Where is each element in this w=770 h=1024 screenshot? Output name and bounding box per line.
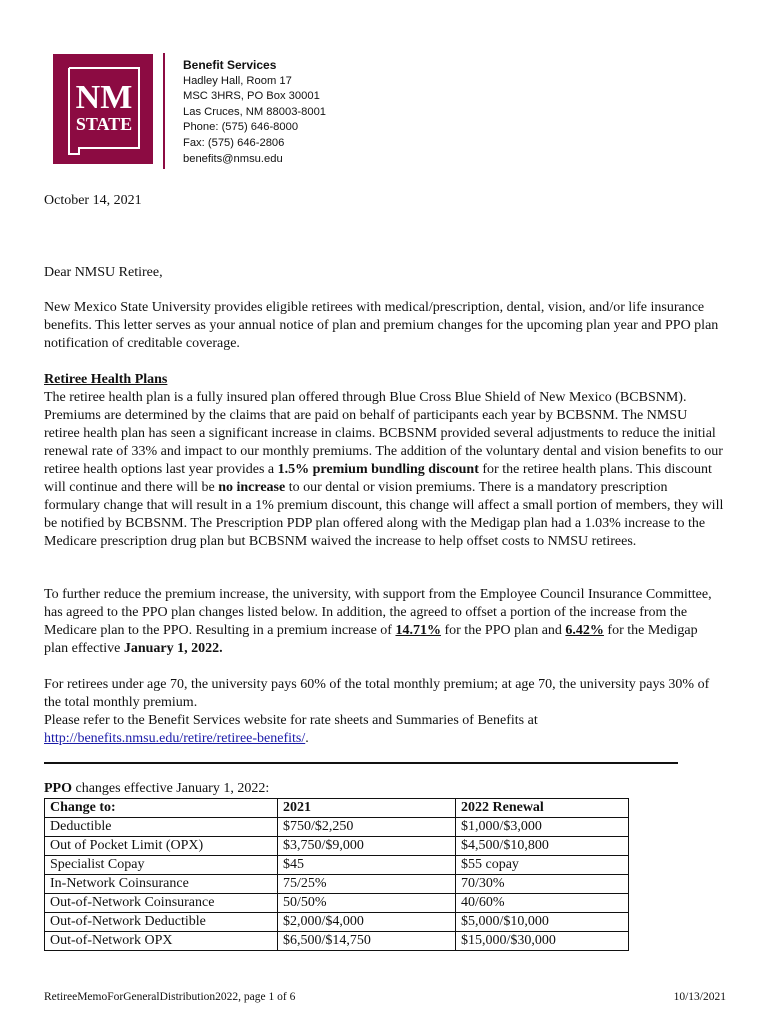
ppo-changes-table: [44, 798, 629, 951]
table-cell: Out-of-Network OPX: [45, 932, 278, 951]
table-caption: [44, 781, 269, 797]
health-paragraph: [44, 389, 724, 551]
table-row: [45, 875, 629, 894]
table-cell: $3,750/$9,000: [278, 837, 456, 856]
header-2021: 2021: [278, 799, 456, 818]
table-cell: In-Network Coinsurance: [45, 875, 278, 894]
table-cell: $45: [278, 856, 456, 875]
table-cell: 70/30%: [456, 875, 629, 894]
address-line: Hadley Hall, Room 17: [183, 74, 292, 87]
table-cell: Deductible: [45, 818, 278, 837]
table-row: [45, 913, 629, 932]
table-cell: $55 copay: [456, 856, 629, 875]
para1-text-c: for the retiree health plans. This discount will continue and there will be: [44, 462, 712, 495]
table-cell: Specialist Copay: [45, 856, 278, 875]
table-cell: Out-of-Network Deductible: [45, 913, 278, 932]
table-row: [45, 932, 629, 951]
para1-text-e: to our dental or vision premiums. There is a mandatory prescription formulary change that will result in a 1% premium discount, this change will affect a small portion of members, they will be notified by BCBSNM. The Prescription PDP plan offered along with the Medigap plan had a 1.03% increase to the Medicare prescription drug plan but BCBSNM waived the increase to help offset costs to NMSU retirees.: [44, 480, 724, 549]
new-mexico-outline-icon: [53, 54, 153, 164]
no-increase-text: no increase: [218, 480, 286, 495]
premium-share-paragraph: [44, 676, 724, 748]
logo-text-state: STATE: [75, 114, 133, 134]
table-cell: 75/25%: [278, 875, 456, 894]
para2-text-a: To further reduce the premium increase, the university, with support from the Employee Council Insurance Committee, has agreed to the PPO plan changes listed below. In addition, the agreed to offset a portion of the increase from the Medicare plan to the PPO. Resulting in a premium increase of: [44, 587, 712, 638]
table-header-row: [45, 799, 629, 818]
table-cell: Out of Pocket Limit (OPX): [45, 837, 278, 856]
premium-share-text: For retirees under age 70, the university pays 60% of the total monthly premium; at age 70, the university pays 30% of the total monthly premium.: [44, 677, 710, 710]
website-text: Please refer to the Benefit Services website for rate sheets and Summaries of Benefits at: [44, 713, 538, 728]
medigap-increase-value: 6.42%: [565, 623, 604, 638]
table-cell: $1,000/$3,000: [456, 818, 629, 837]
table-cell: $4,500/$10,800: [456, 837, 629, 856]
retiree-health-section: [44, 371, 724, 551]
table-cell: $6,500/$14,750: [278, 932, 456, 951]
table-row: [45, 818, 629, 837]
table-cell: $5,000/$10,000: [456, 913, 629, 932]
nm-state-logo: [53, 54, 153, 164]
phone-line: Phone: (575) 646-8000: [183, 121, 299, 134]
premium-paragraph: [44, 586, 724, 658]
table-cell: 40/60%: [456, 894, 629, 913]
header-change: Change to:: [45, 799, 278, 818]
table-row: [45, 856, 629, 875]
intro-text: New Mexico State University provides eligible retirees with medical/prescription, dental, vision, and/or life insurance benefits. This letter serves as your annual notice of plan and premium changes for the upcoming plan year and PPO plan notification of creditable coverage.: [44, 300, 719, 351]
table-caption-text: changes effective January 1, 2022:: [72, 781, 270, 796]
table-caption-bold: PPO: [44, 781, 72, 796]
office-title: Benefit Services: [183, 58, 277, 72]
address-line: Las Cruces, NM 88003-8001: [183, 105, 327, 118]
logo-text-nm: NM: [75, 79, 133, 116]
letterhead-divider: [163, 53, 165, 169]
fax-line: Fax: (575) 646-2806: [183, 136, 285, 149]
table-row: [45, 837, 629, 856]
website-reference: [44, 712, 724, 748]
website-period: .: [305, 731, 309, 746]
email-line: benefits@nmsu.edu: [183, 152, 283, 165]
table-cell: $750/$2,250: [278, 818, 456, 837]
table-cell: Out-of-Network Coinsurance: [45, 894, 278, 913]
table-row: [45, 894, 629, 913]
benefits-link[interactable]: http://benefits.nmsu.edu/retire/retiree-benefits/: [44, 731, 306, 746]
table-cell: $15,000/$30,000: [456, 932, 629, 951]
ppo-increase-value: 14.71%: [395, 623, 441, 638]
footer-date: 10/13/2021: [673, 991, 726, 1003]
para2-text-c: for the PPO plan and: [440, 623, 566, 638]
section-heading: Retiree Health Plans: [44, 372, 168, 387]
footer-document-name: RetireeMemoForGeneralDistribution2022, page 1 of 6: [44, 991, 296, 1003]
letter-date: October 14, 2021: [44, 193, 142, 208]
table-cell: 50/50%: [278, 894, 456, 913]
header-2022: 2022 Renewal: [456, 799, 629, 818]
salutation: Dear NMSU Retiree,: [44, 265, 163, 280]
address-line: MSC 3HRS, PO Box 30001: [183, 90, 320, 103]
table-cell: $2,000/$4,000: [278, 913, 456, 932]
section-divider: [44, 762, 678, 764]
intro-paragraph: [44, 299, 724, 353]
effective-date: January 1, 2022.: [123, 641, 223, 656]
para2-text-e: for the Medigap plan effective: [44, 623, 698, 656]
para1-text-a: The retiree health plan is a fully insured plan offered through Blue Cross Blue Shield of New Mexico (BCBSNM). Premiums are determined by the claims that are paid on behalf of participants each year by BCBSNM. The NMSU retiree health plan has seen a significant increase in claims. BCBSNM provided several adjustments to reduce the initial renewal rate of 33% and impact to our monthly premiums. The addition of the voluntary dental and vision benefits to our retiree health options last year provides a: [44, 390, 723, 477]
letterhead-address: [183, 58, 326, 167]
bundling-discount-text: 1.5% premium bundling discount: [277, 462, 479, 477]
